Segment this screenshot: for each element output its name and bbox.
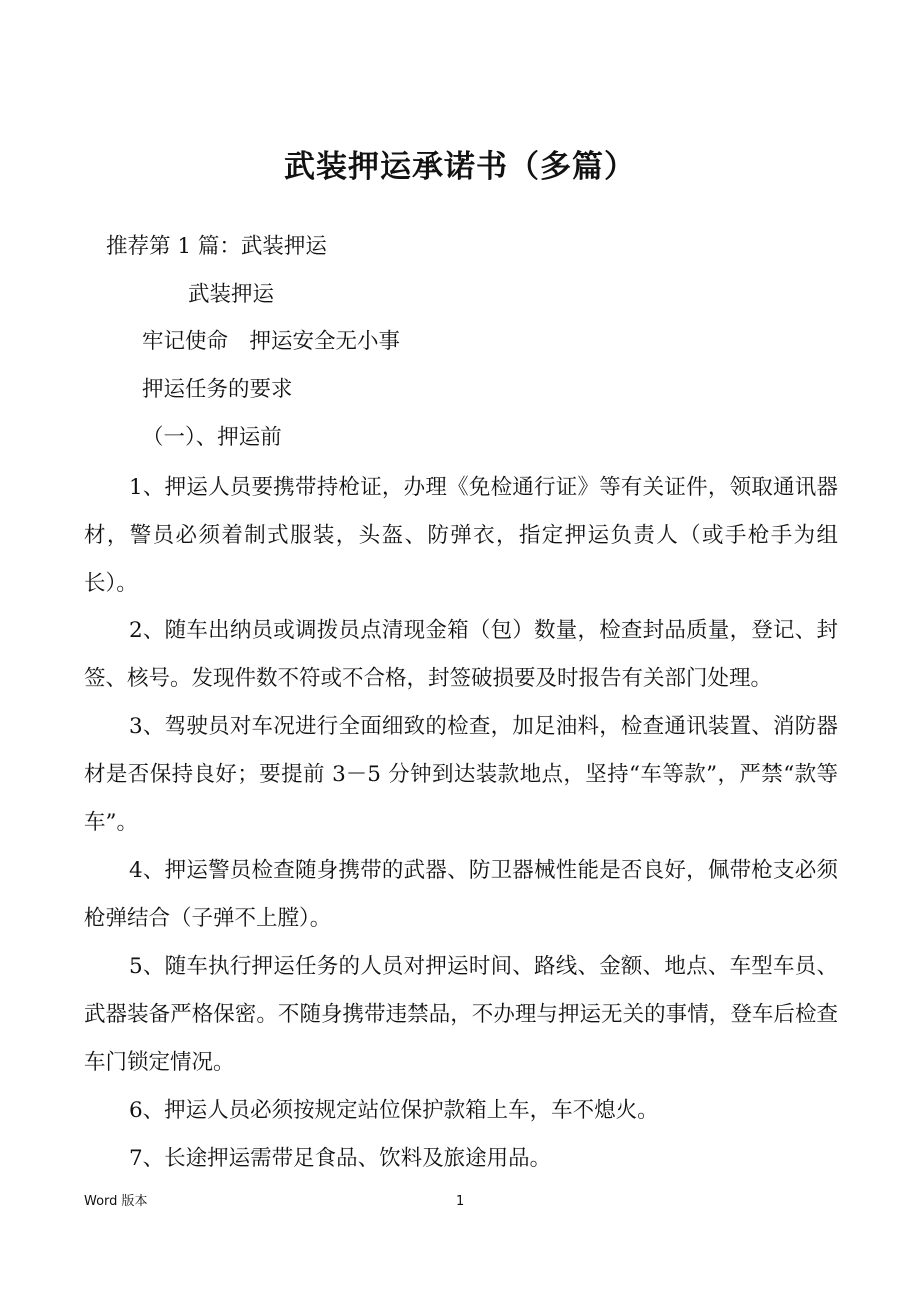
motto: 牢记使命 押运安全无小事: [142, 329, 401, 354]
stage-heading: （一）、押运前: [142, 425, 282, 450]
paragraph-6: 6、押运人员必须按规定站位保护款箱上车，车不熄火。: [129, 1098, 659, 1123]
subheading: 推荐第 1 篇：武装押运: [106, 234, 327, 259]
section-title: 武装押运: [188, 282, 275, 307]
paragraph-5: 5、随车执行押运任务的人员对押运时间、路线、金额、地点、车型车员、武器装备严格保密。不随身携带违禁品，不办理与押运无关的事情，登车后检查车门锁定情况。: [84, 954, 838, 1075]
paragraph-7: 7、长途押运需带足食品、饮料及旅途用品。: [129, 1146, 552, 1171]
page-number: 1: [456, 1194, 465, 1209]
paragraph-2: 2、随车出纳员或调拨员点清现金箱（包）数量，检查封品质量，登记、封签、核号。发现件数不符或不合格，封签破损要及时报告有关部门处理。: [84, 618, 838, 691]
requirements-heading: 押运任务的要求: [142, 377, 293, 402]
paragraph-4: 4、押运警员检查随身携带的武器、防卫器械性能是否良好，佩带枪支必须枪弹结合（子弹不上膛）。: [84, 858, 838, 931]
footer-label: Word 版本: [84, 1194, 148, 1209]
paragraph-3: 3、驾驶员对车况进行全面细致的检查，加足油料，检查通讯装置、消防器材是否保持良好；要提前 3－5 分钟到达装款地点，坚持“车等款”，严禁“款等车”。: [84, 714, 838, 835]
document-title: 武装押运承诺书（多篇）: [284, 149, 636, 185]
paragraph-1: 1、押运人员要携带持枪证，办理《免检通行证》等有关证件，领取通讯器材，警员必须着制式服装，头盔、防弹衣，指定押运负责人（或手枪手为组长）。: [84, 475, 838, 596]
